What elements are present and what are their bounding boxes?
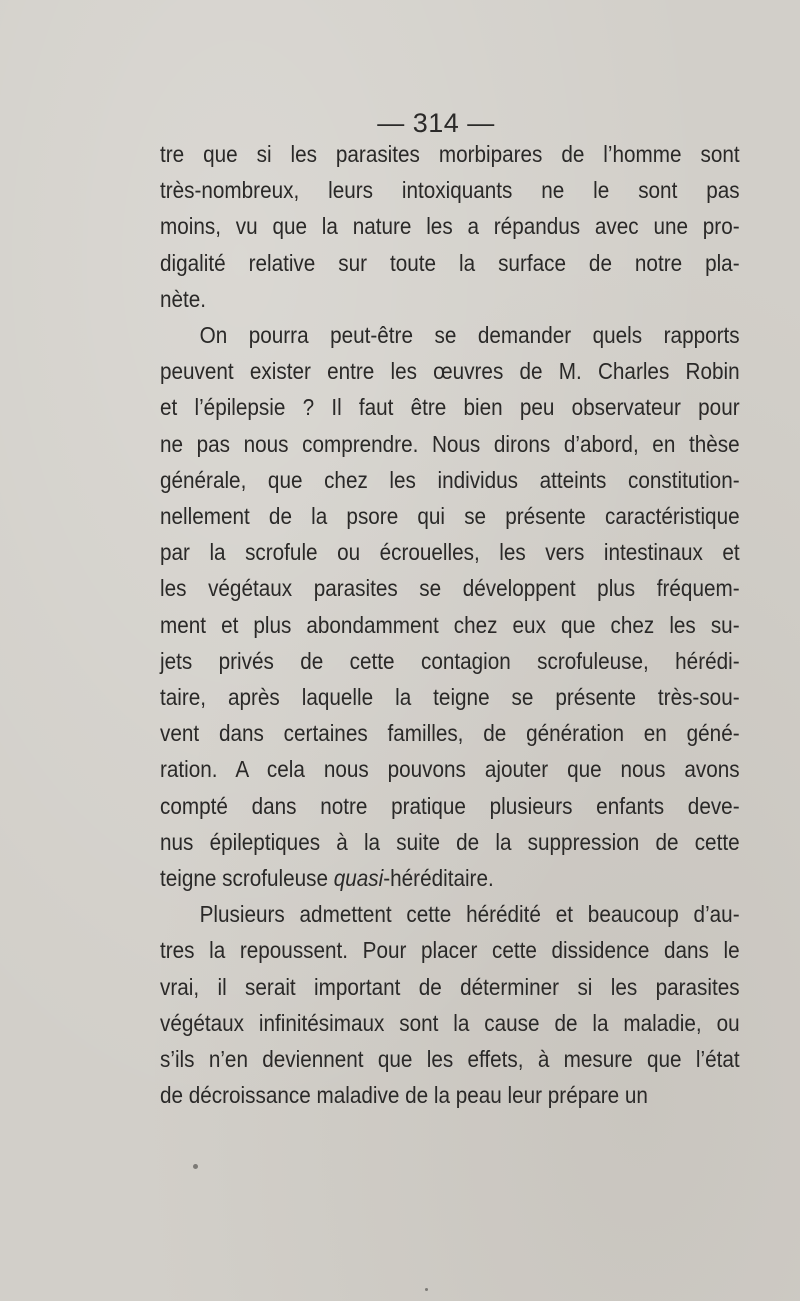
text-line: peuvent exister entre les œuvres de M. Charles Robin [160, 358, 740, 385]
text-line: par la scrofule ou écrouelles, les vers intestinaux et [160, 539, 740, 566]
text-fragment: -héréditaire. [383, 865, 494, 892]
text-line: tres la repoussent. Pour placer cette dissidence dans le [160, 937, 740, 964]
ink-speck [193, 1164, 198, 1169]
text-line: et l’épilepsie ? Il faut être bien peu observateur pour [160, 394, 740, 421]
text-fragment: teigne scrofuleuse [160, 865, 334, 892]
text-line: On pourra peut-être se demander quels rapports [199, 322, 740, 349]
paragraph-1 [160, 136, 740, 317]
text-line: ne pas nous comprendre. Nous dirons d’abord, en thèse [160, 430, 740, 457]
italic-word: quasi [333, 865, 384, 892]
text-line-last [160, 860, 740, 896]
text-line: moins, vu que la nature les a répandus avec une pro- [160, 213, 740, 240]
text-line: compté dans notre pratique plusieurs enfants deve- [160, 792, 740, 819]
ink-speck [425, 1288, 428, 1291]
text-line: vrai, il serait important de déterminer si les parasites [160, 973, 740, 1000]
text-line: tre que si les parasites morbipares de l’homme sont [160, 141, 740, 167]
text-line: ment et plus abondamment chez eux que chez les su- [160, 611, 740, 638]
paragraph-2 [160, 317, 740, 896]
text-line: ration. A cela nous pouvons ajouter que nous avons [160, 756, 740, 783]
text-line: très-nombreux, leurs intoxiquants ne le sont pas [160, 177, 740, 204]
paragraph-3 [160, 896, 740, 1113]
text-line: s’ils n’en deviennent que les effets, à mesure que l’état [160, 1046, 740, 1073]
text-line: Plusieurs admettent cette hérédité et beaucoup d’au- [199, 901, 740, 928]
text-line: les végétaux parasites se développent plus fréquem- [160, 575, 740, 602]
text-line: vent dans certaines familles, de génération en géné- [160, 720, 740, 747]
page-number: — 314 — [377, 108, 495, 138]
text-line: nellement de la psore qui se présente caractéristique [160, 503, 740, 530]
text-line: de décroissance maladive de la peau leur prépare un [160, 1082, 648, 1109]
text-line: nus épileptiques à la suite de la suppression de cette [160, 828, 740, 855]
text-line: nète. [160, 285, 207, 312]
text-line: végétaux infinitésimaux sont la cause de la maladie, ou [160, 1009, 740, 1036]
text-line: jets privés de cette contagion scrofuleuse, hérédi- [160, 647, 740, 674]
text-line: générale, que chez les individus atteints constitution- [160, 466, 740, 493]
body-text [160, 136, 740, 1113]
text-line: digalité relative sur toute la surface de notre pla- [160, 249, 740, 276]
text-line: taire, après laquelle la teigne se présente très-sou- [160, 684, 740, 711]
